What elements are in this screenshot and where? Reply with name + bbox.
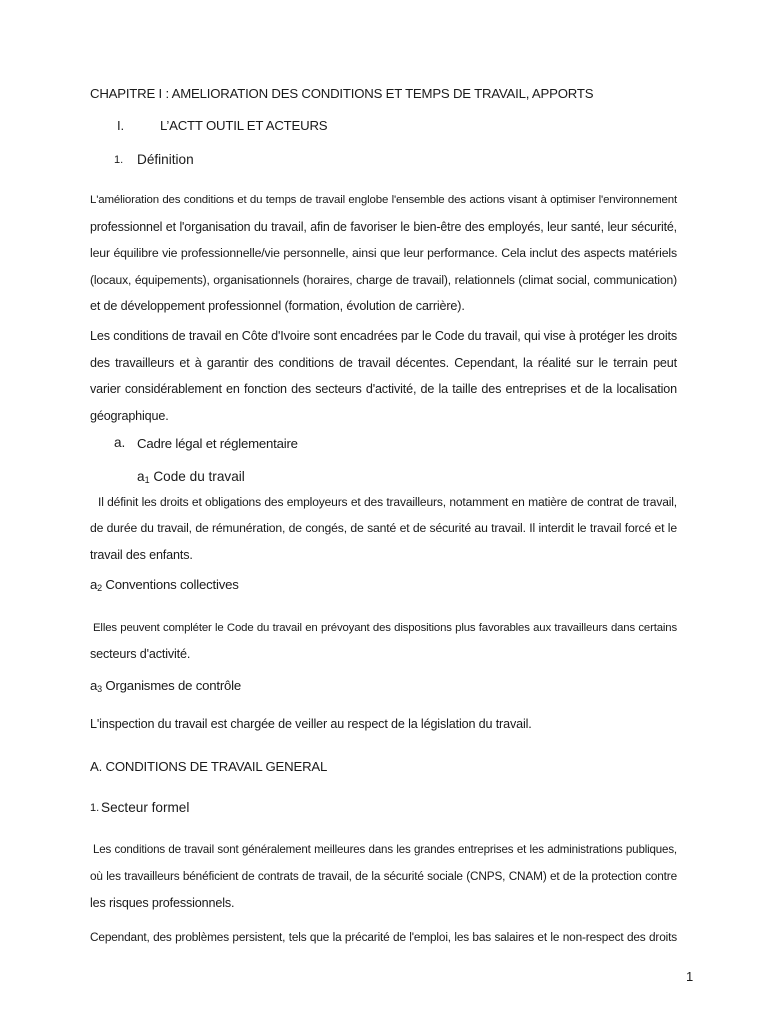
section-a-title: A. CONDITIONS DE TRAVAIL GENERAL: [90, 759, 328, 774]
subitem-subscript: 1: [144, 475, 150, 485]
paragraph-cote-divoire: [90, 323, 677, 429]
subsection-number: 1.: [114, 154, 124, 166]
paragraph-code-du-travail-cont: [90, 515, 677, 568]
paragraph-line: secteurs d'activité.: [90, 647, 191, 661]
subitem-heading-a3: [90, 678, 241, 694]
paragraph-line: varier considérablement en fonction des secteurs d'activité, de la taille des entreprises et de la localisation: [90, 382, 677, 397]
page-number: 1: [686, 969, 694, 984]
subitem-title: Organismes de contrôle: [105, 678, 242, 693]
paragraph-line: des travailleurs et à garantir des conditions de travail décentes. Cependant, la réalité sur le terrain peut: [90, 355, 677, 370]
subsection-title: Secteur formel: [101, 800, 190, 815]
paragraph-inspection: L'inspection du travail est chargée de veiller au respect de la législation du travail.: [90, 717, 532, 731]
paragraph-line: Les conditions de travail en Côte d'Ivoire sont encadrées par le Code du travail, qui vise à protéger les droits: [90, 329, 677, 343]
paragraph-definition: [90, 187, 677, 320]
paragraph-secteur-formel: [93, 837, 677, 864]
paragraph-cependant: [90, 924, 677, 951]
item-title: Cadre légal et réglementaire: [137, 436, 298, 451]
paragraph-line: et de développement professionnel (formation, évolution de carrière).: [90, 299, 465, 314]
paragraph-line: professionnel et l'organisation du travail, afin de favoriser le bien-être des employés, leur santé, leur sécurité,: [90, 219, 677, 234]
item-letter: a.: [114, 435, 126, 450]
subitem-heading-a1: [137, 469, 245, 485]
paragraph-secteur-formel-cont: [90, 863, 677, 916]
paragraph-line: où les travailleurs bénéficient de contrats de travail, de la sécurité sociale (CNPS, CNAM) et de la protection contre: [90, 869, 677, 883]
subsection-number: 1.: [90, 802, 100, 814]
paragraph-line: (locaux, équipements), organisationnels (horaires, charge de travail), relationnels (climat social, communication): [90, 272, 677, 287]
subitem-heading-a2: [90, 577, 239, 593]
subitem-subscript: 2: [97, 583, 102, 593]
subitem-title: Code du travail: [153, 469, 245, 484]
chapter-title: CHAPITRE I : AMELIORATION DES CONDITIONS ET TEMPS DE TRAVAIL, APPORTS: [90, 86, 594, 101]
paragraph-line: Il définit les droits et obligations des employeurs et des travailleurs, notamment en matière de contrat de travail,: [98, 495, 677, 509]
subsection-title: Définition: [137, 152, 194, 167]
paragraph-line: les risques professionnels.: [90, 895, 235, 910]
paragraph-line: de durée du travail, de rémunération, de congés, de santé et de sécurité au travail. Il interdit le travail forcé et le: [90, 521, 677, 535]
subitem-subscript: 3: [97, 684, 102, 694]
paragraph-line: géographique.: [90, 408, 169, 423]
subitem-label: a: [90, 577, 98, 592]
paragraph-conventions: [93, 615, 677, 642]
section-number: I.: [117, 118, 124, 133]
paragraph-line: L'amélioration des conditions et du temps de travail englobe l'ensemble des actions visant à optimiser l'environnement: [90, 194, 677, 206]
subitem-title: Conventions collectives: [105, 577, 239, 592]
paragraph-line: Les conditions de travail sont généralement meilleures dans les grandes entreprises et les administrations publiques,: [93, 844, 677, 856]
paragraph-line: Elles peuvent compléter le Code du travail en prévoyant des dispositions plus favorables aux travailleurs dans certains: [93, 622, 677, 634]
paragraph-line: travail des enfants.: [90, 547, 193, 562]
paragraph-code-du-travail: [98, 489, 677, 516]
section-title: L’ACTT OUTIL ET ACTEURS: [160, 118, 328, 133]
subitem-label: a: [90, 678, 98, 693]
paragraph-line: leur équilibre vie professionnelle/vie personnelle, ainsi que leur performance. Cela inclut des aspects matériels: [90, 246, 677, 261]
subitem-label: a: [137, 469, 145, 484]
paragraph-line: Cependant, des problèmes persistent, tels que la précarité de l'emploi, les bas salaires et le non-respect des droits: [90, 930, 677, 944]
paragraph-conventions-cont: [90, 641, 677, 668]
